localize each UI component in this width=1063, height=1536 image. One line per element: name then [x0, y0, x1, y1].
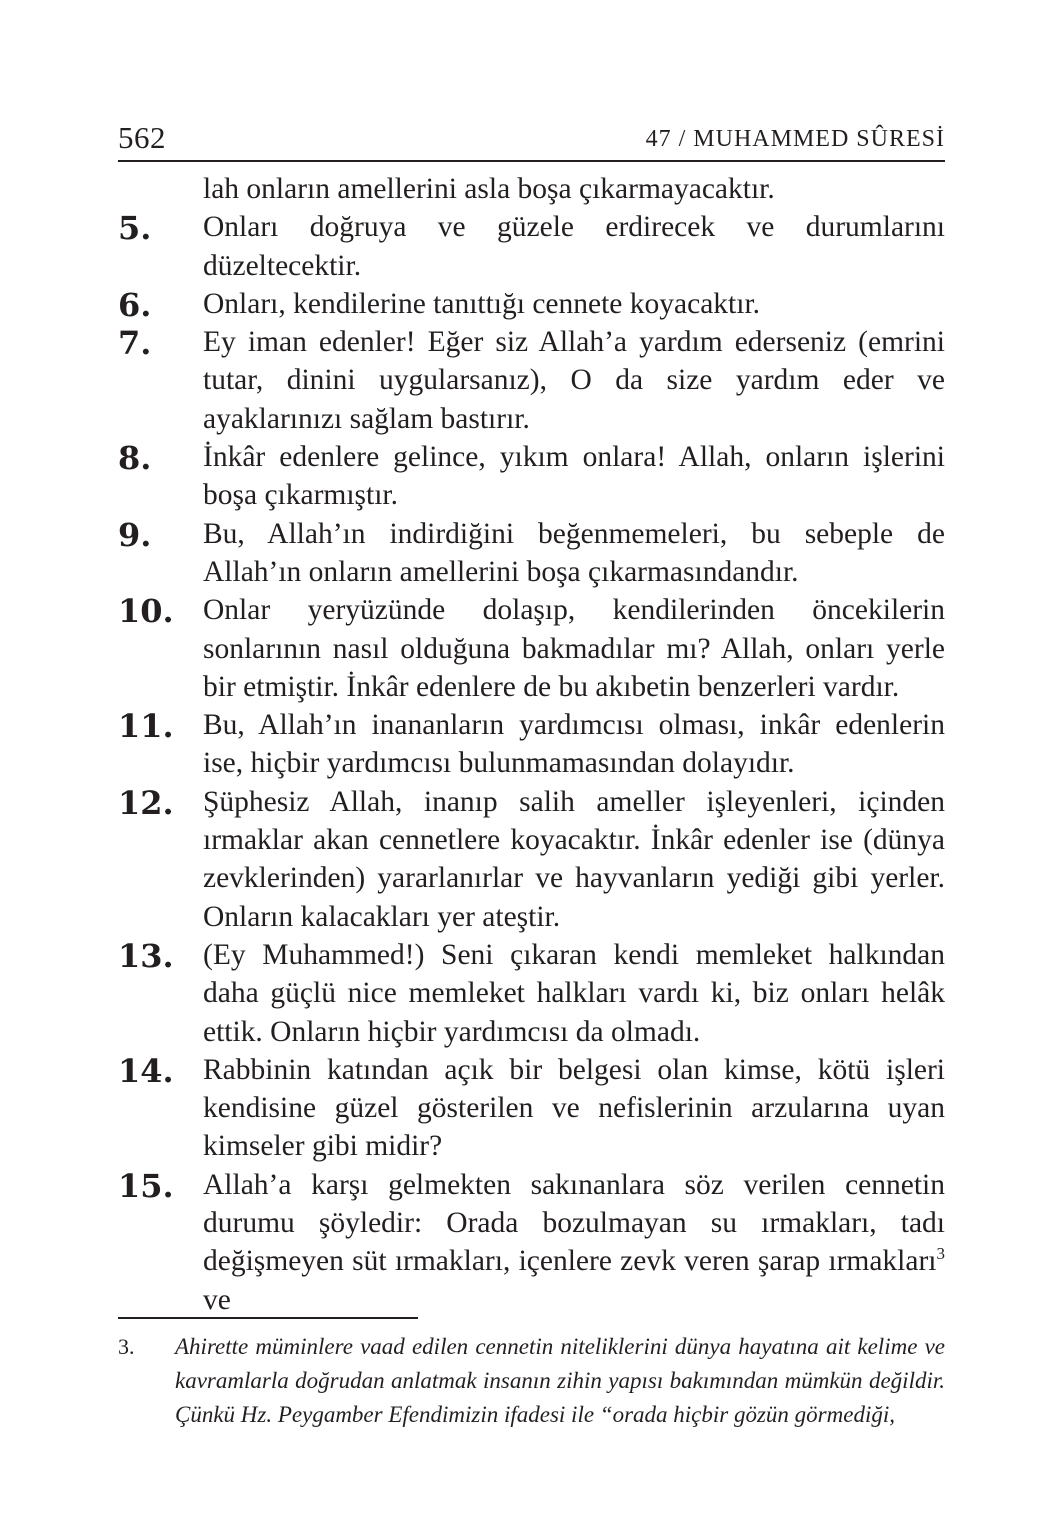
- page-number: 562: [118, 120, 166, 155]
- verse-text: Onları doğruya ve güzele erdirecek ve durumlarını düzeltecektir.: [203, 211, 945, 282]
- verse-continuation: [118, 170, 945, 208]
- verse-text: Ey iman edenler! Eğer siz Allah’a yardım ederseniz (emrini tutar, dinini uygularsanız), O da size yardım eder ve ayaklarınızı sağlam bastırır.: [203, 326, 945, 435]
- verse-number: 15.: [118, 1166, 174, 1205]
- verse-number: 14.: [118, 1051, 174, 1090]
- verse-text-main: Allah’a karşı gelmekten sakınanlara söz verilen cennetin durumu şöyledir: Orada bozulmayan su ırmakları, tadı değişmeyen süt ırmakları, içenlere zevk veren şarap ırmakları: [203, 1168, 945, 1278]
- verse-text: Onları, kendilerine tanıttığı cennete koyacaktır.: [203, 287, 761, 320]
- verse-text: Onlar yeryüzünde dolaşıp, kendilerinden öncekilerin sonlarının nasıl olduğuna bakmadılar mı? Allah, onları yerle bir etmiştir. İnkâr edenlere de bu akıbetin benzerleri vardır.: [203, 594, 945, 703]
- verse-9: [118, 515, 945, 592]
- verse-6: [118, 285, 945, 323]
- verse-8: [118, 438, 945, 515]
- verse-number: 8.: [118, 439, 152, 478]
- verse-number: 12.: [118, 783, 174, 822]
- running-title: 47 / MUHAMMED SÛRESİ: [645, 126, 945, 152]
- verse-text: Rabbinin katından açık bir belgesi olan kimse, kötü işleri kendisine güzel gösterilen ve nefislerinin arzularına uyan kimseler gibi midir?: [203, 1053, 945, 1163]
- verse-text: Bu, Allah’ın indirdiğini beğenmemeleri, bu sebeple de Allah’ın onların amellerini boşa çıkarmasındandır.: [203, 517, 945, 588]
- verse-number: 11.: [118, 707, 174, 746]
- footnote-text: Ahirette müminlere vaad edilen cennetin niteliklerini dünya hayatına ait kelime ve kavramlarla doğrudan anlatmak insanın zihin yapısı bakımından mümkün değildir. Çünkü Hz. Peygamber Efendimizin ifadesi ile “orada hiçbir gözün görmediği,: [175, 1334, 945, 1427]
- verse-13: [118, 936, 945, 1051]
- verse-list: [118, 170, 945, 1319]
- verse-number: 13.: [118, 936, 174, 975]
- verse-5: [118, 208, 945, 285]
- verse-text: (Ey Muhammed!) Seni çıkaran kendi memleket halkından daha güçlü nice memleket halkları vardı ki, biz onları helâk ettik. Onların hiçbir yardımcısı da olmadı.: [203, 938, 945, 1048]
- verse-10: [118, 591, 945, 706]
- verse-text-tail: ve: [203, 1283, 231, 1316]
- verse-text: Şüphesiz Allah, inanıp salih ameller işleyenleri, içinden ırmaklar akan cennetlere koyacaktır. İnkâr edenler ise (dünya zevklerinden) yararlanırlar ve hayvanların yediği gibi yerler. Onların kalacakları yer ateştir.: [203, 785, 945, 933]
- verse-12: [118, 783, 945, 936]
- verse-number: 10.: [118, 592, 174, 631]
- page-header: [118, 116, 945, 162]
- footnote-number: 3.: [118, 1334, 135, 1359]
- verse-15: [118, 1166, 945, 1319]
- verse-text: İnkâr edenlere gelince, yıkım onlara! Allah, onların işlerini boşa çıkarmıştır.: [203, 441, 945, 512]
- verse-number: 6.: [118, 285, 152, 324]
- footnote: [118, 1330, 945, 1432]
- footnote-reference[interactable]: 3: [936, 1244, 945, 1264]
- verse-number: 7.: [118, 324, 152, 363]
- footnote-divider: [118, 1317, 418, 1319]
- verse-number: 9.: [118, 515, 152, 554]
- verse-text: Bu, Allah’ın inananların yardımcısı olması, inkâr edenlerin ise, hiçbir yardımcısı bulunmamasından dolayıdır.: [203, 709, 945, 780]
- verse-text: [203, 1166, 945, 1319]
- verse-text: lah onların amellerini asla boşa çıkarmayacaktır.: [203, 173, 775, 205]
- verse-11: [118, 706, 945, 783]
- verse-7: [118, 323, 945, 438]
- verse-number: 5.: [118, 209, 152, 248]
- verse-14: [118, 1051, 945, 1166]
